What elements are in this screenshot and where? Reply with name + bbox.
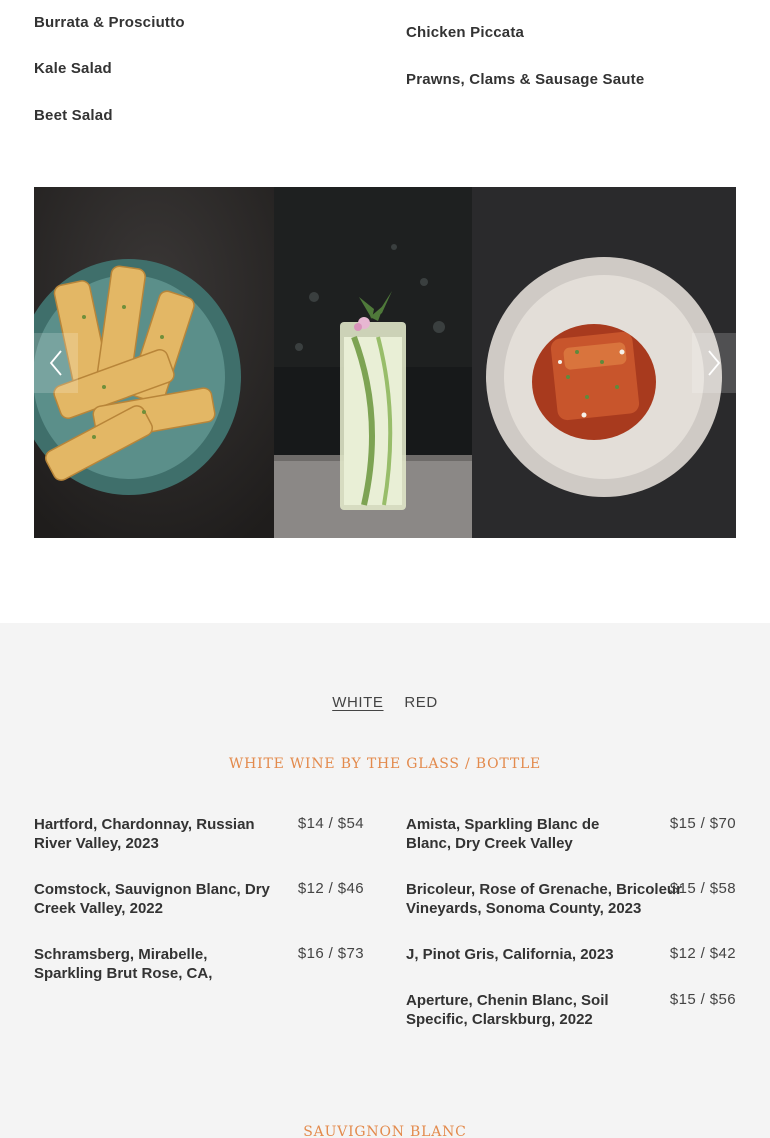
- wine-tabs: [0, 694, 770, 711]
- wine-price: $15 / $70: [669, 815, 736, 832]
- menu-item: Kale Salad: [34, 60, 112, 77]
- photo-carousel[interactable]: [34, 187, 736, 538]
- wine-price: $16 / $73: [297, 945, 364, 962]
- section-heading: WHITE WINE BY THE GLASS / BOTTLE: [228, 756, 542, 772]
- carousel-next-button[interactable]: [692, 333, 736, 393]
- chevron-right-icon: [705, 349, 723, 377]
- wine-name: Schramsberg, Mirabelle, Sparkling Brut Rose, CA,: [34, 946, 213, 982]
- wine-menu-section: [0, 623, 770, 1138]
- wine-price: $14 / $54: [297, 815, 364, 832]
- wine-name: Aperture, Chenin Blanc, Soil Specific, Clarskburg, 2022: [406, 992, 609, 1028]
- chevron-left-icon: [47, 349, 65, 377]
- wine-name: Bricoleur, Rose of Grenache, Bricoleur Vineyards, Sonoma County, 2023: [406, 881, 682, 917]
- menu-item: Beet Salad: [34, 107, 113, 124]
- food-menu-list: [0, 0, 770, 187]
- wine-price: $15 / $56: [669, 991, 736, 1008]
- wine-name: Comstock, Sauvignon Blanc, Dry Creek Valley, 2022: [34, 881, 270, 917]
- menu-item: Chicken Piccata: [406, 24, 525, 41]
- wine-price: $12 / $46: [297, 880, 364, 897]
- carousel-prev-button[interactable]: [34, 333, 78, 393]
- section-heading-sauvignon-blanc: SAUVIGNON BLANC: [303, 1124, 467, 1138]
- tab-white[interactable]: WHITE: [332, 694, 384, 711]
- menu-item: Prawns, Clams & Sausage Saute: [406, 71, 645, 88]
- menu-item: Burrata & Prosciutto: [34, 14, 185, 31]
- wine-name: Amista, Sparkling Blanc de Blanc, Dry Creek Valley: [406, 816, 600, 852]
- cucumber-cocktail-photo: [274, 187, 472, 538]
- tab-red[interactable]: RED: [404, 694, 438, 711]
- wine-price: $12 / $42: [669, 945, 736, 962]
- wine-name: Hartford, Chardonnay, Russian River Valley, 2023: [34, 816, 255, 852]
- wine-name: J, Pinot Gris, California, 2023: [406, 946, 614, 963]
- wine-price: $15 / $58: [669, 880, 736, 897]
